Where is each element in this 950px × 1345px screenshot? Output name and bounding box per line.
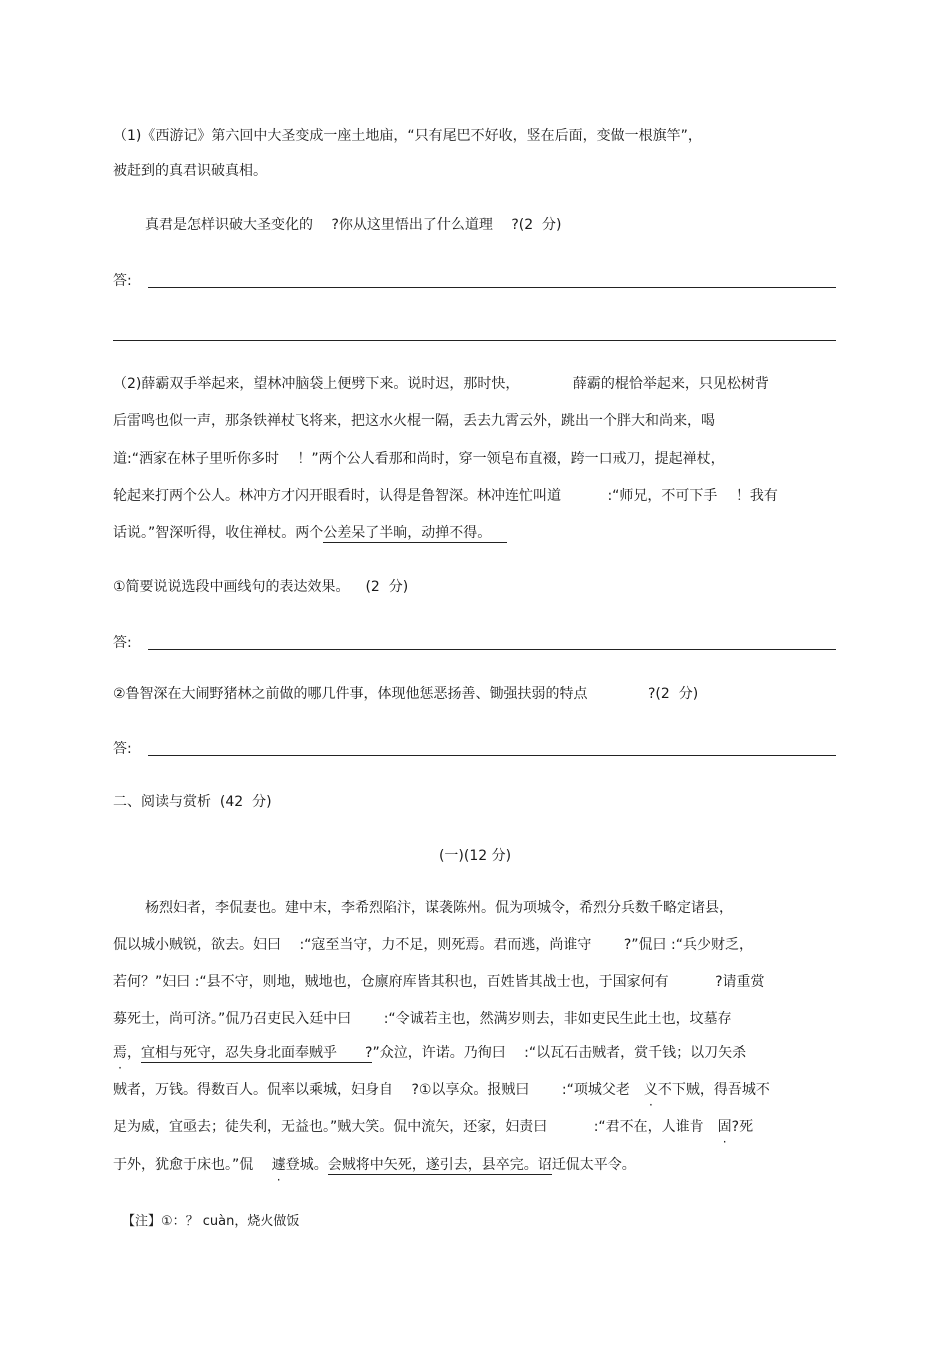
passage-text: 足为威，宜亟去；徒失利，无益也。”贼大笑。侃中流矢，还家，妇责曰 :“君不在，人谁肯 xyxy=(113,1119,718,1135)
passage-line-5 xyxy=(113,1043,746,1063)
part-1-title: (一)(12 分) xyxy=(438,848,512,864)
passage-line-7 xyxy=(113,1117,753,1137)
passage-line-1: 杨烈妇者，李侃妻也。建中末，李希烈陷汴，谋袭陈州。侃为项城令，希烈分兵数千略定诸县， xyxy=(145,900,733,916)
passage-line-8 xyxy=(113,1155,636,1175)
q2-line-4: 轮起来打两个公人。林冲方才闪开眼看时，认得是鲁智深。林冲连忙叫道 :“师兄，不可下手 ！我有 xyxy=(113,488,778,504)
passage-text: 于外，犹愈于床也。”侃 xyxy=(113,1157,272,1173)
passage-line-2: 侃以城小贼锐，欲去。妇曰 :“寇至当守，力不足，则死焉。君而逃，尚谁守 ?”侃曰 :“兵少财乏， xyxy=(113,937,753,953)
emphasis-char: 焉 xyxy=(113,1045,127,1061)
q1-answer-label: 答: xyxy=(113,273,132,289)
footnote: 【注】①：？ cuàn，烧火做饭 xyxy=(122,1214,300,1229)
q1-answer-line-1[interactable] xyxy=(148,287,836,288)
q2-sub2-answer-label: 答: xyxy=(113,741,132,757)
q2-sub2-answer-line[interactable] xyxy=(148,755,836,756)
q2-line-1: （2)薛霸双手举起来，望林冲脑袋上便劈下来。说时迟，那时快， 薛霸的棍恰举起来，只见松树背 xyxy=(113,376,769,392)
q1-line-1: （1)《西游记》第六回中大圣变成一座土地庙，“只有尾巴不好收，竖在后面，变做一根旗竿”， xyxy=(113,128,702,144)
q2-line-5 xyxy=(113,523,507,543)
passage-text: 登城。 xyxy=(285,1157,328,1173)
passage-line-4: 募死士，尚可济。”侃乃召吏民入廷中曰 :“令诚若主也，然满岁则去，非如吏民生此土也，坟墓存 xyxy=(113,1011,732,1027)
q2-line-3: 道:“洒家在林子里听你多时 ！”两个公人看那和尚时，穿一领皂布直裰，跨一口戒刀，提起禅杖， xyxy=(113,451,725,467)
q2-underlined-sentence: 公差呆了半晌，动掸不得。 xyxy=(323,525,507,543)
passage-text: ， xyxy=(127,1045,141,1061)
q1-line-2: 被赶到的真君识破真相。 xyxy=(113,163,267,179)
q2-sub1-answer-line[interactable] xyxy=(148,649,836,650)
q1-answer-line-2[interactable] xyxy=(113,340,836,341)
section-2-heading: 二、阅读与赏析 (42 分) xyxy=(113,794,272,810)
passage-line-6 xyxy=(113,1080,770,1100)
passage-text: 贼者，万钱。得数百人。侃率以乘城，妇身自 ?①以享众。报贼曰 :“项城父老 xyxy=(113,1082,644,1098)
passage-line-3: 若何？”妇曰 :“县不守，则地，贼地也，仓廪府库皆其积也，百姓皆其战士也，于国家何有 ?请重赏 xyxy=(113,974,765,990)
emphasis-char: 义 xyxy=(643,1082,658,1098)
emphasis-char: 固 xyxy=(717,1119,732,1135)
q2-sub-question-2: ②鲁智深在大闹野猪林之前做的哪几件事，体现他惩恶扬善、锄强扶弱的特点 ?(2 分) xyxy=(113,686,699,702)
emphasis-char: 遽 xyxy=(271,1157,286,1173)
q2-line-5-text: 话说。”智深听得，收住禅杖。两个 xyxy=(113,525,324,541)
q2-sub-question-1: ①简要说说选段中画线句的表达效果。 (2 分) xyxy=(113,579,409,595)
q1-question: 真君是怎样识破大圣变化的 ?你从这里悟出了什么道理 ?(2 分) xyxy=(145,217,562,233)
passage-text: 迁侃太平令。 xyxy=(551,1157,636,1173)
passage-underlined-sentence-1: 宜相与死守，忍失身北面奉贼乎 ? xyxy=(141,1045,373,1061)
passage-underlined-char: 诏 xyxy=(537,1157,552,1173)
q2-sub1-answer-label: 答: xyxy=(113,635,132,651)
passage-text: ?死 xyxy=(731,1119,754,1135)
passage-text: 不下贼，得吾城不 xyxy=(657,1082,770,1098)
q2-line-2: 后雷鸣也似一声，那条铁禅杖飞将来，把这水火棍一隔，丢去九霄云外，跳出一个胖大和尚来，喝 xyxy=(113,413,715,429)
passage-text: ”众泣，许诺。乃徇曰 :“以瓦石击贼者，赏千钱；以刀矢杀 xyxy=(372,1045,747,1061)
passage-underlined-sentence-2: 会贼将中矢死，遂引去，县卒完。 xyxy=(327,1157,538,1173)
